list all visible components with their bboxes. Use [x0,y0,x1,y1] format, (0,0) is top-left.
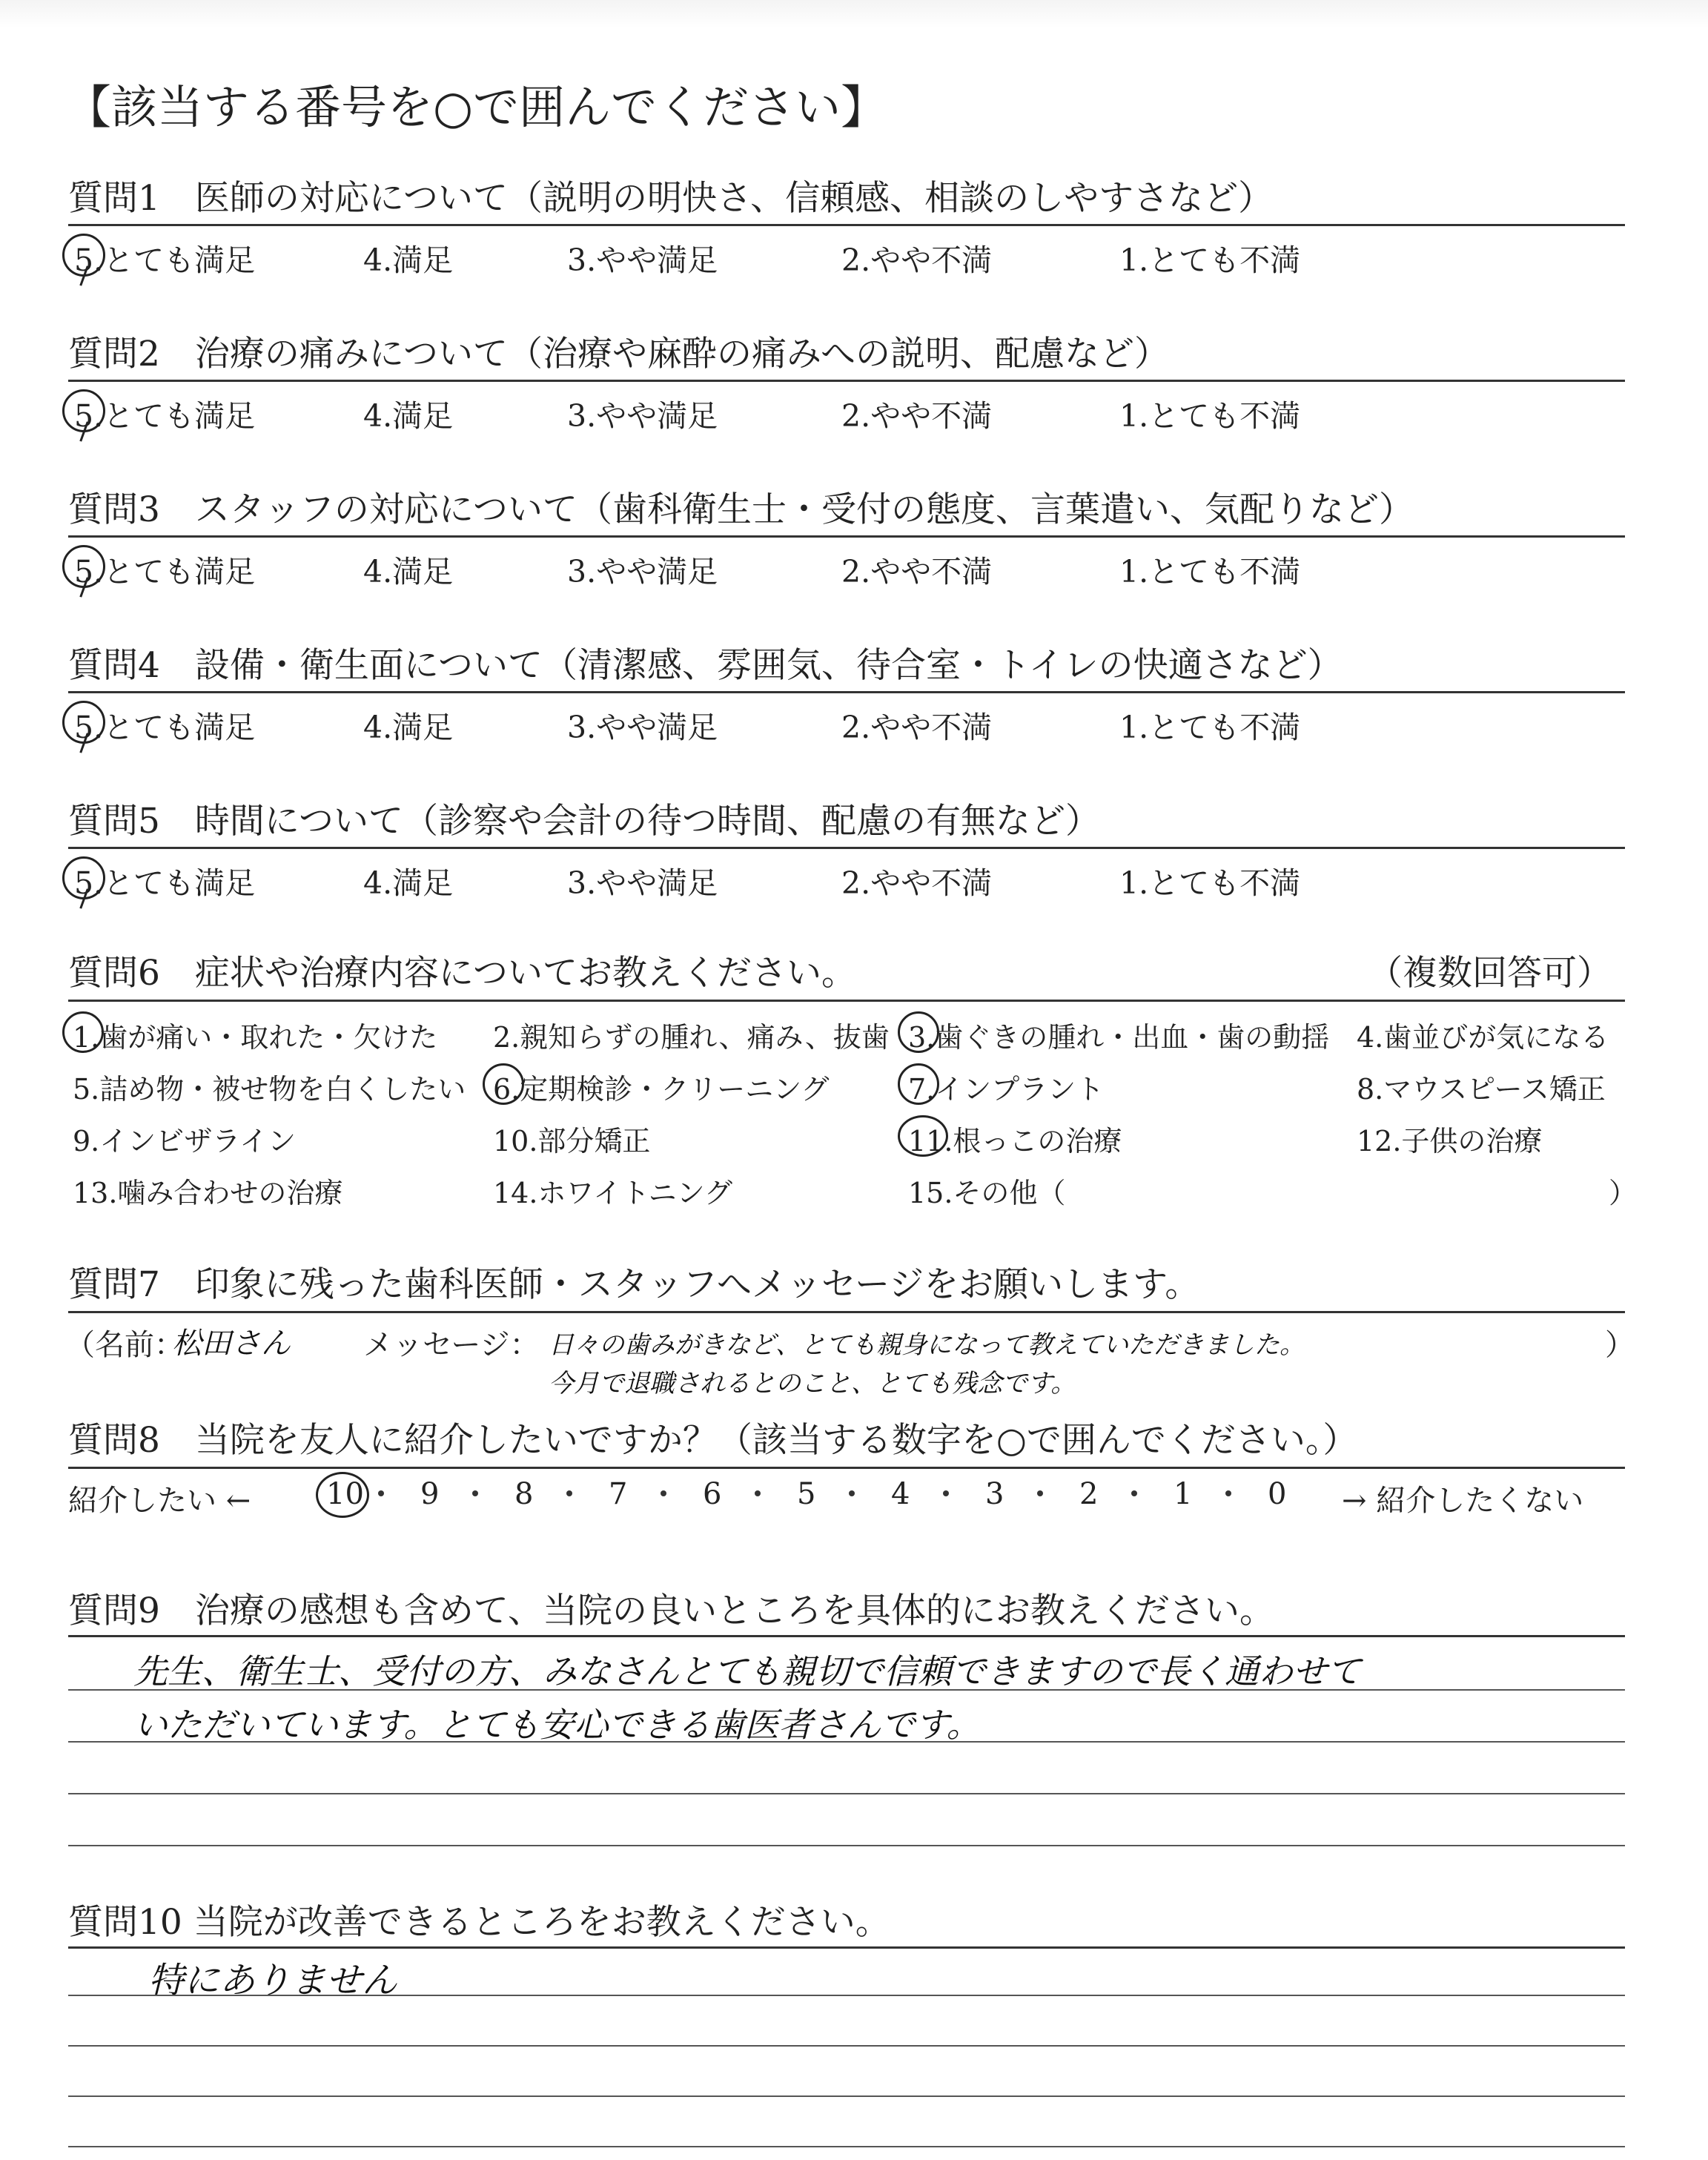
q6-option-14[interactable]: 14.ホワイトニング [493,1177,733,1209]
q5-heading: 質問5 時間について（診察や会計の待つ時間、配慮の有無など） [68,801,1100,842]
q3-option-4[interactable]: 4.満足 [363,554,454,589]
q1-option-3[interactable]: 3.やや満足 [567,242,718,278]
q6-rule [68,1000,1625,1002]
q10-answer[interactable]: 特にありません [148,1960,398,2001]
q6-selection-circle-7 [898,1063,939,1105]
q6-option-2[interactable]: 2.親知らずの腫れ、痛み、抜歯 [493,1021,890,1054]
q4-option-4[interactable]: 4.満足 [363,710,454,745]
q8-scale-4[interactable]: 4 [891,1477,910,1511]
q8-scale-1[interactable]: 1 [1174,1477,1193,1511]
q7-message-line2[interactable]: 今月で退職されるとのこと、とても残念です。 [549,1369,1076,1398]
q5-option-4[interactable]: 4.満足 [363,865,454,901]
q6-selection-circle-11 [898,1115,948,1157]
q7-message-line1[interactable]: 日々の歯みがきなど、とても親身になって教えていただきました。 [549,1330,1305,1360]
q6-heading: 質問6 症状や治療内容についてお教えください。 [68,953,856,994]
q5-option-5[interactable]: 5.とても満足 [74,865,256,901]
q8-scale-9[interactable]: 9 [420,1477,440,1511]
q1-option-4[interactable]: 4.満足 [363,242,454,278]
q9-answer-line2[interactable]: いただいています。とても安心できる歯医者さんです。 [133,1705,981,1745]
scan-edge-shade [0,0,1708,28]
q9-rule [68,1635,1625,1637]
form-title: 【該当する番号を○で囲んでください】 [65,80,887,134]
q8-scale-7[interactable]: 7 [609,1477,628,1511]
q6-selection-circle-6 [483,1063,524,1105]
q7-message-label: メッセージ： [363,1328,540,1362]
q1-rule [68,224,1625,226]
q10-line-3 [68,2095,1625,2097]
q4-rule [68,691,1625,693]
q10-rule [68,1946,1625,1949]
q6-option-11[interactable]: 11.根っこの治療 [908,1125,1122,1157]
q6-option-15[interactable]: 15.その他（ [908,1177,1066,1209]
q4-option-1[interactable]: 1.とても不満 [1119,710,1301,745]
q9-line-1 [68,1689,1625,1691]
q8-scale-separator [661,1490,666,1496]
q8-right-label: → 紹介したくない [1342,1484,1584,1518]
q8-scale-separator [566,1490,572,1496]
q3-option-3[interactable]: 3.やや満足 [567,554,718,589]
q6-option-6[interactable]: 6.定期検診・クリーニング [493,1073,830,1106]
q2-option-3[interactable]: 3.やや満足 [567,398,718,434]
q8-scale-separator [1225,1490,1231,1496]
q5-option-1[interactable]: 1.とても不満 [1119,865,1301,901]
q8-scale-separator [943,1490,949,1496]
q3-rule [68,535,1625,538]
q6-option-3[interactable]: 3.歯ぐきの腫れ・出血・歯の動揺 [908,1021,1330,1054]
q10-line-4 [68,2146,1625,2147]
q1-option-1[interactable]: 1.とても不満 [1119,242,1301,278]
q3-option-5[interactable]: 5.とても満足 [74,554,256,589]
q8-scale-10[interactable]: 10 [326,1477,364,1511]
q7-name-value[interactable]: 松田さん [172,1327,291,1361]
q8-scale-separator [1037,1490,1043,1496]
q6-selection-circle-1 [62,1011,104,1053]
q2-option-4[interactable]: 4.満足 [363,398,454,434]
q3-option-1[interactable]: 1.とても不満 [1119,554,1301,589]
q3-selection-circle [62,545,105,588]
q8-left-label: 紹介したい ← [68,1484,251,1518]
q1-heading: 質問1 医師の対応について（説明の明快さ、信頼感、相談のしやすさなど） [68,178,1274,219]
q6-option-8[interactable]: 8.マウスピース矯正 [1357,1073,1606,1106]
q6-option-9[interactable]: 9.インビザライン [73,1125,297,1157]
q8-scale-separator [378,1490,384,1496]
q7-name-label: （名前： [65,1328,184,1362]
q6-option-10[interactable]: 10.部分矯正 [493,1125,651,1157]
q1-selection-circle [62,234,105,277]
q6-option-5[interactable]: 5.詰め物・被せ物を白くしたい [73,1073,466,1106]
q9-line-3 [68,1793,1625,1794]
q10-heading: 質問10 当院が改善できるところをお教えください。 [68,1902,890,1943]
q3-heading: 質問3 スタッフの対応について（歯科衛生士・受付の態度、言葉遣い、気配りなど） [68,489,1414,530]
q7-close-paren: ） [1605,1328,1635,1362]
q6-option-13[interactable]: 13.噛み合わせの治療 [73,1177,343,1209]
q9-answer-line1[interactable]: 先生、衛生士、受付の方、みなさんとても親切で信頼できますので長く通わせて [133,1651,1361,1691]
q8-scale-separator [755,1490,761,1496]
q9-line-4 [68,1845,1625,1846]
q6-option-1[interactable]: 1.歯が痛い・取れた・欠けた [73,1021,438,1054]
q8-scale-separator [1131,1490,1137,1496]
q7-heading: 質問7 印象に残った歯科医師・スタッフへメッセージをお願いします。 [68,1264,1200,1305]
q2-heading: 質問2 治療の痛みについて（治療や麻酔の痛みへの説明、配慮など） [68,334,1170,374]
q8-scale-8[interactable]: 8 [514,1477,534,1511]
q8-scale-6[interactable]: 6 [703,1477,722,1511]
q8-selection-circle [316,1472,369,1518]
q10-line-1 [68,1995,1625,1996]
q5-option-2[interactable]: 2.やや不満 [841,865,993,901]
q6-option-4[interactable]: 4.歯並びが気になる [1357,1021,1609,1054]
q5-selection-circle [62,856,105,899]
q9-heading: 質問9 治療の感想も含めて、当院の良いところを具体的にお教えください。 [68,1591,1274,1631]
q1-option-5[interactable]: 5.とても満足 [74,242,256,278]
q8-scale-separator [849,1490,855,1496]
q10-line-2 [68,2045,1625,2047]
q2-option-5[interactable]: 5.とても満足 [74,398,256,434]
q4-heading: 質問4 設備・衛生面について（清潔感、雰囲気、待合室・トイレの快適さなど） [68,645,1343,686]
q6-other-close-paren: ） [1609,1177,1638,1209]
q8-scale-separator [472,1490,478,1496]
q8-heading: 質問8 当院を友人に紹介したいですか？（該当する数字を○で囲んでください。） [68,1420,1358,1461]
q4-selection-circle [62,701,105,744]
q8-scale-2[interactable]: 2 [1079,1477,1099,1511]
q2-selection-circle [62,389,105,432]
q4-option-5[interactable]: 5.とても満足 [74,710,256,745]
q8-scale-0[interactable]: 0 [1268,1477,1287,1511]
q4-option-3[interactable]: 3.やや満足 [567,710,718,745]
q6-selection-circle-3 [898,1011,939,1053]
q6-note: （複数回答可） [1368,953,1612,994]
q8-rule [68,1467,1625,1469]
q9-line-2 [68,1741,1625,1743]
q3-option-2[interactable]: 2.やや不満 [841,554,993,589]
q8-scale-5[interactable]: 5 [797,1477,816,1511]
q8-scale-3[interactable]: 3 [985,1477,1004,1511]
q2-rule [68,380,1625,382]
q1-option-2[interactable]: 2.やや不満 [841,242,993,278]
q6-option-12[interactable]: 12.子供の治療 [1357,1125,1543,1157]
q2-option-2[interactable]: 2.やや不満 [841,398,993,434]
q2-option-1[interactable]: 1.とても不満 [1119,398,1301,434]
q4-option-2[interactable]: 2.やや不満 [841,710,993,745]
q5-rule [68,847,1625,849]
q5-option-3[interactable]: 3.やや満足 [567,865,718,901]
q6-option-7[interactable]: 7.インプラント [908,1073,1105,1106]
q7-rule [68,1311,1625,1313]
